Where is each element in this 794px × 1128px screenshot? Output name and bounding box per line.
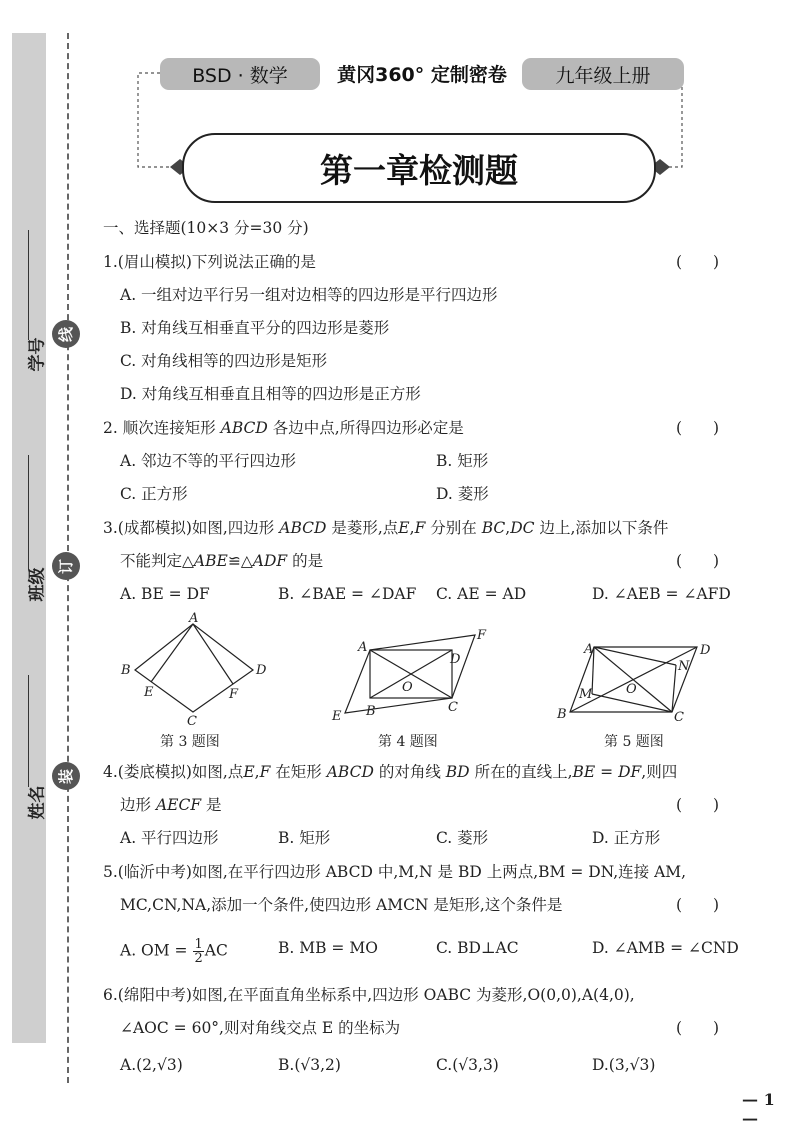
fig3-label-e: E <box>144 685 154 700</box>
q5-stem-line1: 5.(临沂中考)如图,在平行四边形 ABCD 中,M,N 是 BD 上两点,BM = DN,连接 AM, <box>103 863 687 881</box>
bind-mark-staple: 订 <box>52 552 80 580</box>
q3-option-b: B. ∠BAE = ∠DAF <box>278 585 417 603</box>
q2-option-a: A. 邻边不等的平行四边形 <box>120 452 297 470</box>
q6-option-c: C.(√3,3) <box>436 1056 499 1074</box>
q4-answer-slot: ( ) <box>676 796 720 814</box>
fig4-label-o: O <box>402 680 413 695</box>
name-label: 姓名 <box>27 785 48 820</box>
q2-option-b: B. 矩形 <box>436 452 489 470</box>
q3-option-d: D. ∠AEB = ∠AFD <box>592 585 731 603</box>
q6-option-b: B.(√3,2) <box>278 1056 341 1074</box>
student-id-label: 学号 <box>27 337 48 372</box>
q2-option-c: C. 正方形 <box>120 485 188 503</box>
q2-stem: 2. 顺次连接矩形 ABCD 各边中点,所得四边形必定是 <box>103 419 464 437</box>
q5-fraction: $\frac{1}{2}$ <box>194 937 203 966</box>
q4-option-b: B. 矩形 <box>278 829 331 847</box>
q4-stem-line1: 4.(娄底模拟)如图,点E,F 在矩形 ABCD 的对角线 BD 所在的直线上,BE = DF,则四 <box>103 763 678 781</box>
q5-option-a: A. OM = $\frac{1}{2}$ AC <box>120 937 228 966</box>
q5-option-c: C. BD⊥AC <box>436 939 519 957</box>
q2-answer-slot: ( ) <box>676 419 720 437</box>
q2-option-d: D. 菱形 <box>436 485 489 503</box>
class-rule <box>28 455 29 570</box>
q3-stem-line2: 不能判定△ABE≌△ADF 的是 <box>120 552 324 570</box>
grade-badge: 九年级上册 <box>522 58 684 90</box>
q3-answer-slot: ( ) <box>676 552 720 570</box>
fig4-caption: 第 4 题图 <box>378 734 438 750</box>
q6-option-a: A.(2,√3) <box>120 1056 183 1074</box>
q3-stem-line1: 3.(成都模拟)如图,四边形 ABCD 是菱形,点E,F 分别在 BC,DC 边上,添加以下条件 <box>103 519 669 537</box>
series-badge: BSD · 数学 <box>160 58 320 90</box>
binding-strip <box>12 33 46 1043</box>
q5-answer-slot: ( ) <box>676 896 720 914</box>
bind-mark-bind: 装 <box>52 762 80 790</box>
bind-mark-line: 线 <box>52 320 80 348</box>
q4-option-a: A. 平行四边形 <box>120 829 219 847</box>
fig3-label-a: A <box>189 612 199 626</box>
figure-4 <box>330 625 500 725</box>
q5-option-b: B. MB = MO <box>278 939 378 957</box>
class-label: 班级 <box>27 567 48 602</box>
q1-stem: 1.(眉山模拟)下列说法正确的是 <box>103 253 316 271</box>
q4-option-d: D. 正方形 <box>592 829 661 847</box>
q3-option-c: C. AE = AD <box>436 585 527 603</box>
brand-text: 黄冈360° 定制密卷 <box>337 64 507 86</box>
fig3-label-b: B <box>121 663 131 678</box>
fig3-label-d: D <box>256 663 267 678</box>
fig5-label-a: A <box>584 642 594 657</box>
fig5-label-d: D <box>700 643 711 658</box>
figure-3 <box>115 612 275 727</box>
fig4-label-c: C <box>448 700 458 715</box>
fig4-label-f: F <box>477 628 487 643</box>
q5-stem-line2: MC,CN,NA,添加一个条件,使四边形 AMCN 是矩形,这个条件是 <box>120 896 563 914</box>
fig4-label-e: E <box>332 709 342 724</box>
fig5-label-b: B <box>557 707 567 722</box>
fig4-label-a: A <box>358 640 368 655</box>
q6-answer-slot: ( ) <box>676 1019 720 1037</box>
fig5-label-o: O <box>626 682 637 697</box>
page-number: — 1 — <box>742 1090 775 1128</box>
fig3-label-f: F <box>229 687 239 702</box>
q3-option-a: A. BE = DF <box>120 585 210 603</box>
q1-option-b: B. 对角线互相垂直平分的四边形是菱形 <box>120 319 390 337</box>
figure-5 <box>552 632 722 727</box>
fig4-label-b: B <box>366 704 376 719</box>
q4-option-c: C. 菱形 <box>436 829 489 847</box>
student-id-rule <box>28 230 29 340</box>
q1-option-a: A. 一组对边平行另一组对边相等的四边形是平行四边形 <box>120 286 498 304</box>
q6-option-d: D.(3,√3) <box>592 1056 656 1074</box>
fig5-caption: 第 5 题图 <box>604 734 664 750</box>
q1-option-c: C. 对角线相等的四边形是矩形 <box>120 352 328 370</box>
fig4-label-d: D <box>450 652 461 667</box>
q5-option-d: D. ∠AMB = ∠CND <box>592 939 739 957</box>
name-rule <box>28 675 29 787</box>
q6-stem-line2: ∠AOC = 60°,则对角线交点 E 的坐标为 <box>120 1019 401 1037</box>
q1-option-d: D. 对角线互相垂直且相等的四边形是正方形 <box>120 385 421 403</box>
q6-stem-line1: 6.(绵阳中考)如图,在平面直角坐标系中,四边形 OABC 为菱形,O(0,0),A(4,0), <box>103 986 635 1004</box>
fig3-label-c: C <box>187 714 197 727</box>
fig5-label-m: M <box>579 687 593 702</box>
fig5-label-c: C <box>674 710 684 725</box>
fig5-label-n: N <box>678 659 690 674</box>
q1-answer-slot: ( ) <box>676 253 720 271</box>
q4-stem-line2: 边形 AECF 是 <box>120 796 222 814</box>
fig3-caption: 第 3 题图 <box>160 734 220 750</box>
page-title: 第一章检测题 <box>182 133 656 203</box>
section-heading: 一、选择题(10×3 分=30 分) <box>103 219 309 237</box>
